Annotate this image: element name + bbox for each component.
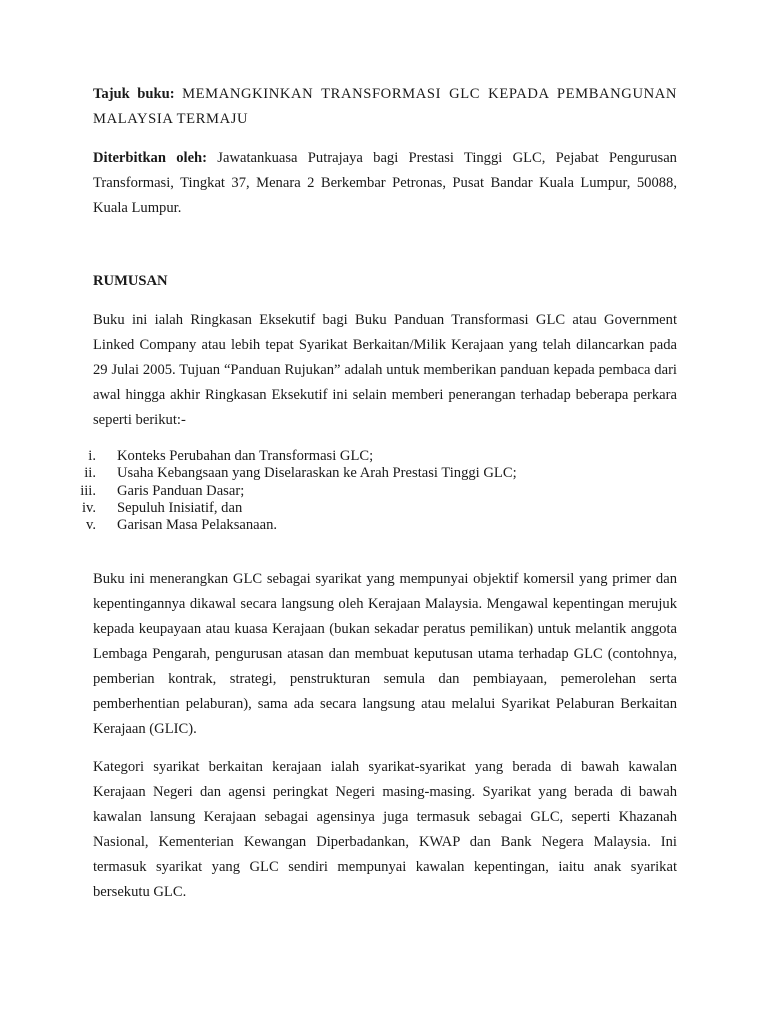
- section-heading: RUMUSAN: [93, 273, 168, 289]
- publisher-paragraph: [93, 146, 677, 221]
- book-title-paragraph: [93, 82, 677, 132]
- list-item-number: iv.: [81, 499, 96, 516]
- glc-definition-paragraph: Buku ini menerangkan GLC sebagai syarikat yang mempunyai objektif komersil yang primer dan kepentingannya dikawal secara langsung oleh Kerajaan Malaysia. Mengawal kepentingan merujuk kepada keupayaan atau kuasa Kerajaan (bukan sekadar peratus pemilikan) untuk melantik anggota Lembaga Pengarah, pengurusan atasan dan membuat keputusan utama terhadap GLC (contohnya, pemberian kontrak, strategi, penstrukturan semula dan pembiayaan, pemerolehan serta pemberhentian pelaburan), sama ada secara langsung atau melalui Syarikat Pelaburan Berkaitan Kerajaan (GLIC).: [93, 571, 677, 737]
- list-item-number: v.: [86, 517, 96, 534]
- list-item: [60, 465, 517, 482]
- publisher-label: Diterbitkan oleh:: [93, 150, 208, 166]
- list-item: [60, 517, 517, 534]
- list-item: [60, 500, 517, 517]
- book-title-text: MEMANGKINKAN TRANSFORMASI GLC KEPADA PEMBANGUNAN MALAYSIA TERMAJU: [93, 86, 678, 127]
- list-item-text: Konteks Perubahan dan Transformasi GLC;: [117, 448, 374, 464]
- book-title-label: Tajuk buku:: [93, 86, 175, 102]
- list-item: [60, 448, 517, 465]
- topic-list: [60, 448, 517, 534]
- list-item-text: Usaha Kebangsaan yang Diselaraskan ke Arah Prestasi Tinggi GLC;: [117, 465, 517, 482]
- glc-category-paragraph: Kategori syarikat berkaitan kerajaan ialah syarikat-syarikat yang berada di bawah kawalan Kerajaan Negeri dan agensi peringkat Negeri masing-masing. Syarikat yang berada di bawah kawalan lansung Kerajaan sebagai agensinya juga termasuk sebagai GLC, seperti Khazanah Nasional, Kementerian Kewangan Diperbadankan, KWAP dan Bank Negera Malaysia. Ini termasuk syarikat yang GLC sendiri mempunyai kawalan kepentingan, iaitu anak syarikat bersekutu GLC.: [93, 759, 677, 900]
- list-item-text: Garisan Masa Pelaksanaan.: [117, 517, 278, 534]
- list-item: [60, 483, 517, 500]
- list-item-number: i.: [88, 448, 96, 464]
- publisher-text: Jawatankuasa Putrajaya bagi Prestasi Tinggi GLC, Pejabat Pengurusan Transformasi, Tingkat 37, Menara 2 Berkembar Petronas, Pusat Bandar Kuala Lumpur, 50088, Kuala Lumpur.: [93, 150, 677, 216]
- list-item-text: Sepuluh Inisiatif, dan: [117, 499, 243, 516]
- list-item-text: Garis Panduan Dasar;: [117, 482, 245, 499]
- intro-paragraph: Buku ini ialah Ringkasan Eksekutif bagi Buku Panduan Transformasi GLC atau Government Linked Company atau lebih tepat Syarikat Berkaitan/Milik Kerajaan yang telah dilancarkan pada 29 Julai 2005. Tujuan “Panduan Rujukan” adalah untuk memberikan panduan kepada pembaca dari awal hingga akhir Ringkasan Eksekutif ini selain memberi penerangan terhadap beberapa perkara seperti berikut:-: [93, 312, 677, 428]
- list-item-number: iii.: [80, 482, 96, 499]
- list-item-number: ii.: [84, 465, 96, 482]
